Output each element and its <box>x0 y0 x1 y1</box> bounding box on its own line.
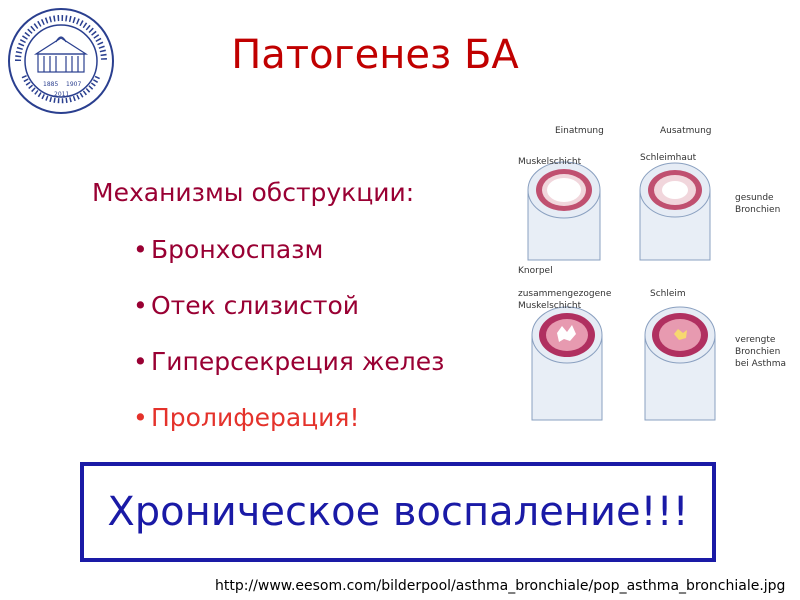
bullet-text: Бронхоспазм <box>151 235 324 264</box>
mucosa-label: Schleimhaut <box>640 153 697 163</box>
cartilage-label: Knorpel <box>518 266 553 276</box>
muscle-label: Muskelschicht <box>518 157 582 167</box>
bronchi-diagram <box>510 120 795 440</box>
healthy-bronchus-inhale <box>528 162 600 260</box>
bullet-dot-icon: • <box>133 235 148 264</box>
asthma-bronchus-exhale <box>645 307 715 420</box>
bullet-item <box>133 235 323 264</box>
bullet-text: Пролиферация! <box>151 403 360 432</box>
source-url: http://www.eesom.com/bilderpool/asthma_bronchiale/pop_asthma_bronchiale.jpg <box>215 578 786 594</box>
bullet-dot-icon: • <box>133 291 148 320</box>
bullet-text: Отек слизистой <box>151 291 360 320</box>
bullet-dot-icon: • <box>133 403 148 432</box>
bullet-item <box>133 291 359 320</box>
healthy-label-1: gesunde <box>735 193 774 203</box>
chronic-inflammation-text: Хроническое воспаление!!! <box>107 489 689 535</box>
contracted-label-1: zusammengezogene <box>518 289 612 299</box>
narrowed-label-1: verengte <box>735 335 776 345</box>
bullet-text: Гиперсекреция желез <box>151 347 445 376</box>
narrowed-label-2: Bronchien <box>735 347 781 357</box>
bullet-dot-icon: • <box>133 347 148 376</box>
logo-year-bottom: 2011 <box>54 91 70 98</box>
slide-title: Патогенез БА <box>231 32 519 78</box>
exhale-header: Ausatmung <box>660 126 712 136</box>
healthy-label-2: Bronchien <box>735 205 781 215</box>
asthma-bronchus-inhale <box>532 307 602 420</box>
logo-year-right: 1907 <box>66 81 82 88</box>
narrowed-label-3: bei Asthma <box>735 359 786 369</box>
mucus-label: Schleim <box>650 289 686 299</box>
bullet-item <box>133 347 444 376</box>
healthy-bronchus-exhale <box>640 163 710 260</box>
mechanisms-heading: Механизмы обструкции: <box>92 178 415 207</box>
contracted-label-2: Muskelschicht <box>518 301 582 311</box>
bullet-item-highlight <box>133 403 359 432</box>
chronic-inflammation-box <box>80 462 716 562</box>
logo-year-left: 1885 <box>43 81 59 88</box>
inhale-header: Einatmung <box>555 126 604 136</box>
